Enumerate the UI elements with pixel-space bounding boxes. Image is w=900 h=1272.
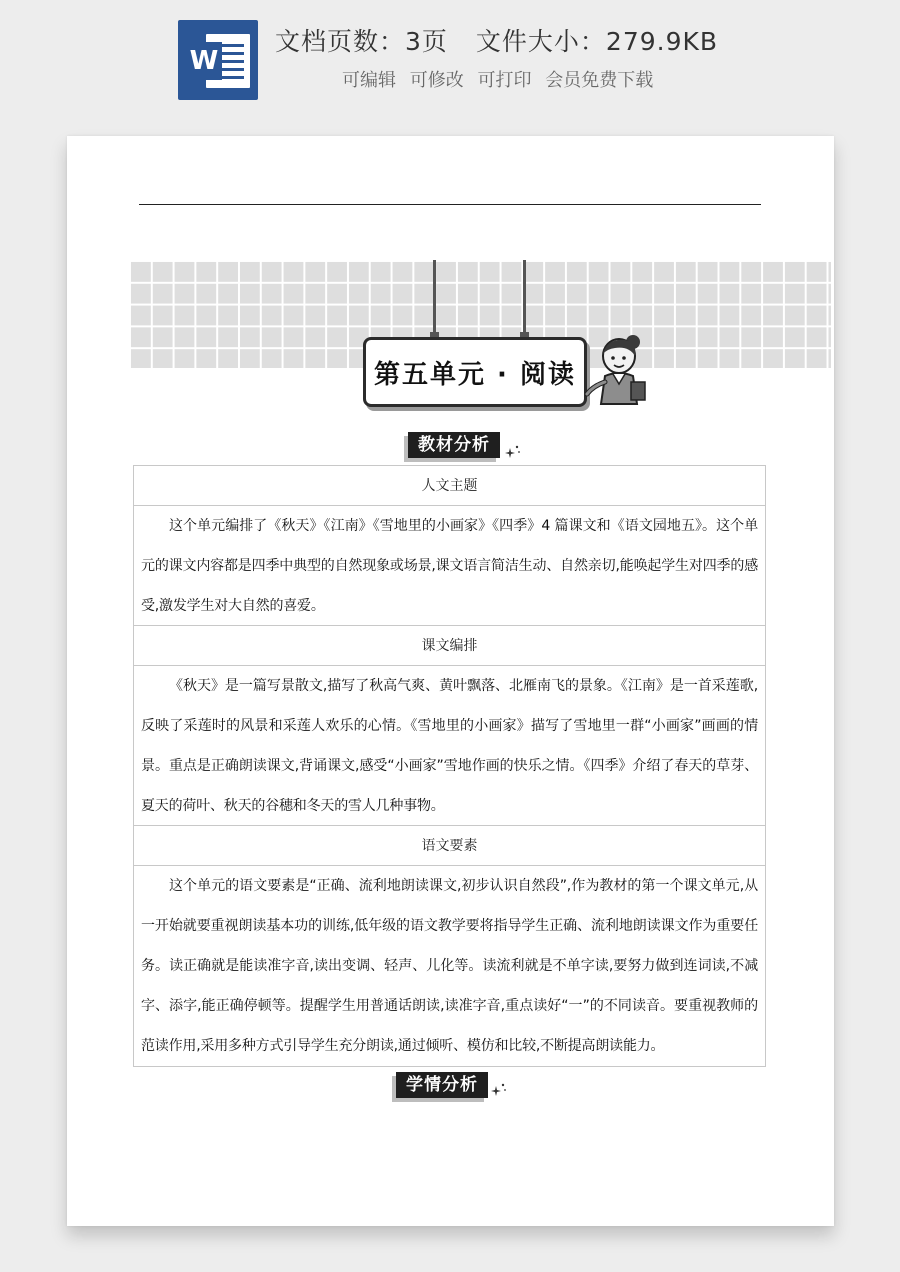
textbook-analysis-table (133, 465, 766, 1067)
feature-printable: 可打印 (477, 70, 532, 91)
banner-hanger-left (433, 260, 436, 336)
table-row-body: 这个单元的语文要素是“正确、流利地朗读课文,初步认识自然段”,作为教材的第一个课文单元,从一开始就要重视朗读基本功的训练,低年级的语文教学要将指导学生正确、流利地朗读课文作为重要任务。读正确就是能读准字音,读出变调、轻声、儿化等。读流利就是不单字读,要努力做到连词读,不减字、添字,能正确停顿等。提醒学生用普通话朗读,读准字音,重点读好“一”的不同读音。要重视教师的范读作用,采用多种方式引导学生充分朗读,通过倾听、模仿和比较,不断提高朗读能力。 (141, 878, 758, 1054)
feature-modifiable: 可修改 (409, 70, 464, 91)
document-page (67, 136, 834, 1226)
word-document-icon (178, 20, 258, 100)
feature-free-download: 会员免费下载 (545, 70, 654, 91)
file-size-label: 文件大小：279.9KB (475, 27, 719, 56)
table-row-body: 这个单元编排了《秋天》《江南》《雪地里的小画家》《四季》4 篇课文和《语文园地五》。这个单元的课文内容都是四季中典型的自然现象或场景,课文语言简洁生动、自然亲切,能唤起学生对四季的感受,激发学生对大自然的喜爱。 (134, 506, 765, 626)
unit-title: 第五单元 · 阅读 (363, 337, 587, 407)
document-meta-primary (275, 22, 718, 58)
feature-editable: 可编辑 (342, 70, 396, 91)
section-heading-student-analysis: 学情分析 (396, 1072, 488, 1098)
table-row-heading: 课文编排 (134, 626, 765, 666)
table-row-heading: 人文主题 (134, 466, 765, 506)
download-header (0, 0, 900, 130)
document-features (342, 66, 661, 92)
sparkle-icon (491, 1082, 507, 1098)
word-logo-letter: W (186, 42, 222, 80)
table-row-body: 《秋天》是一篇写景散文,描写了秋高气爽、黄叶飘落、北雁南飞的景象。《江南》是一首采莲歌,反映了采莲时的风景和采莲人欢乐的心情。《雪地里的小画家》描写了雪地里一群“小画家”画画的情景。重点是正确朗读课文,背诵课文,感受“小画家”雪地作画的快乐之情。《四季》介绍了春天的草芽、夏天的荷叶、秋天的谷穗和冬天的雪人几种事物。 (134, 666, 765, 826)
banner-hanger-right (523, 260, 526, 336)
page-count-label: 文档页数：3页 (275, 27, 448, 56)
sparkle-icon (505, 444, 521, 460)
section-heading-textbook-analysis: 教材分析 (408, 432, 500, 458)
teacher-character-icon (585, 332, 657, 412)
header-rule (139, 204, 761, 205)
table-row-heading: 语文要素 (134, 826, 765, 866)
